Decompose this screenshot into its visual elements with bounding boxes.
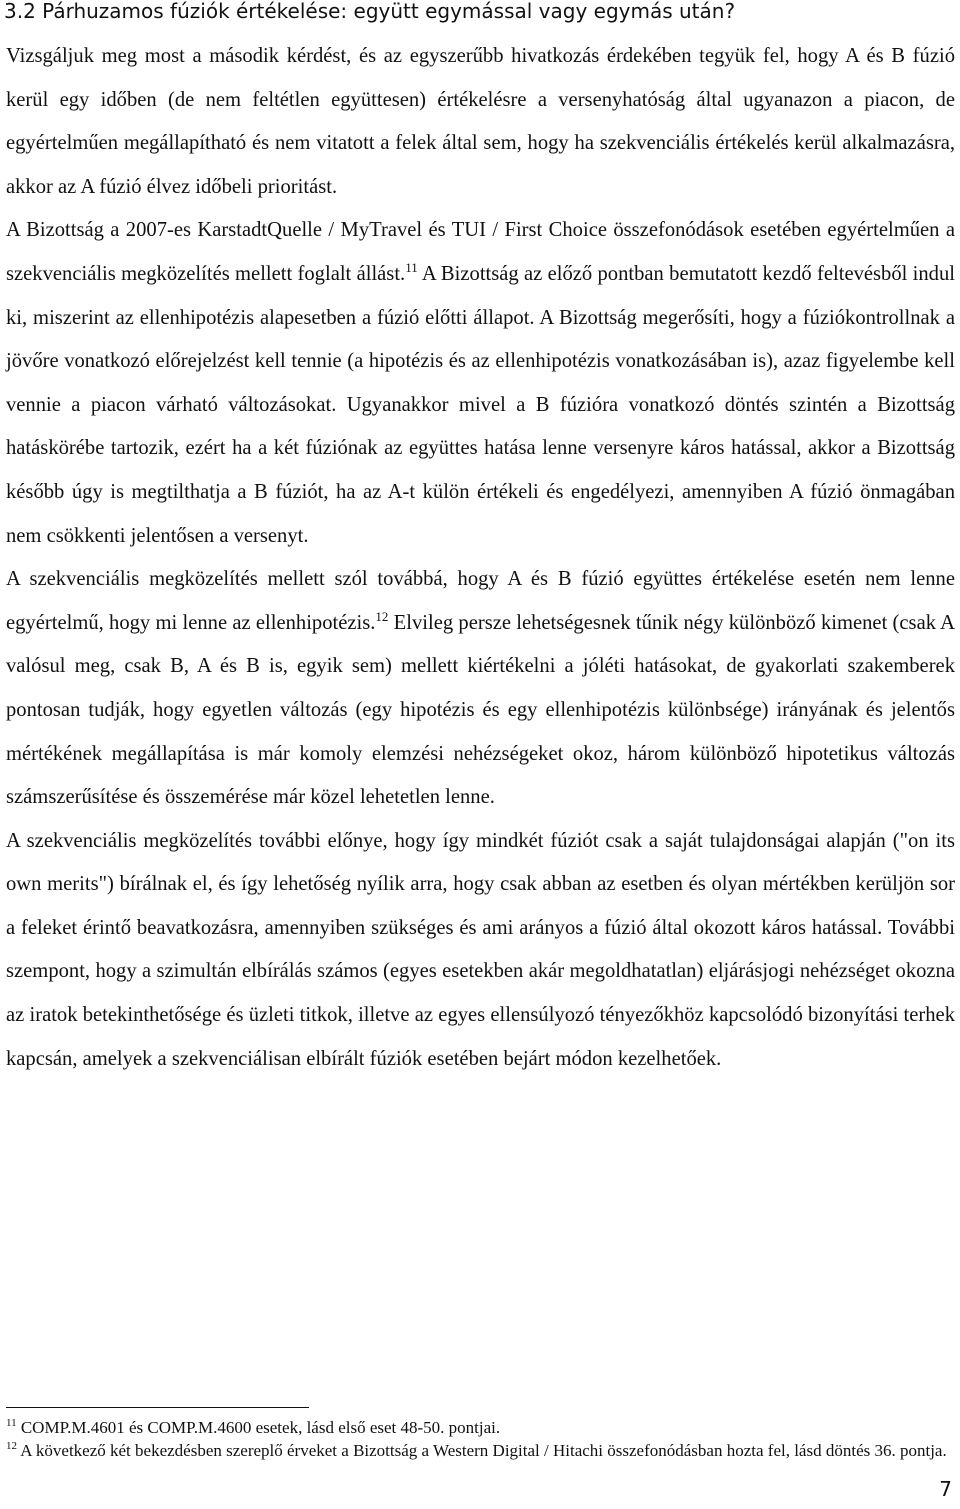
paragraph-3-part-2: Elvileg persze lehetségesnek tűnik négy különböző kimenet (csak A valósul meg, csak B, A és B is, egyik sem) mellett kiértékelni a jóléti hatásokat, de gyakorlati szakemberek pontosan tudják, hogy egyetlen változás (egy hipotézis és egy ellenhipotézis különbsége) irányának és jelentős mértékének megállapítása is már komoly elemzési nehézségeket okoz, három különböző hipotetikus változás számszerűsítése és összemérése már közel lehetetlen lenne.: [6, 611, 955, 809]
paragraph-3: [6, 558, 955, 820]
paragraph-2-part-1: A Bizottság a 2007-es KarstadtQuelle / MyTravel és TUI / First Choice összefonódások esetében egyértelműen a szekvenciális megközelítés mellett foglalt állást.: [6, 219, 955, 285]
footnote-number: 12: [6, 1440, 17, 1452]
footnote-ref-12[interactable]: 12: [375, 608, 389, 624]
footnote-separator: [6, 1407, 309, 1408]
page-number: 7: [939, 1477, 952, 1501]
paragraph-2: [6, 209, 955, 558]
footnote-text: COMP.M.4601 és COMP.M.4600 esetek, lásd első eset 48-50. pontjai.: [16, 1418, 501, 1437]
section-heading: 3.2 Párhuzamos fúziók értékelése: együtt egymással vagy egymás után?: [4, 0, 736, 23]
footnote-ref-11[interactable]: 11: [405, 259, 418, 275]
paragraph-4: A szekvenciális megközelítés további előnye, hogy így mindkét fúziót csak a saját tulajdonságai alapján ("on its own merits") bírálnak el, és így lehetőség nyílik arra, hogy csak abban az esetben és olyan mértékben kerüljön sor a feleket érintő beavatkozásra, amennyiben szükséges és ami arányos a fúzió által okozott káros hatással. További szempont, hogy a szimultán elbírálás számos (egyes esetekben akár megoldhatatlan) eljárásjogi nehézséget okozna az iratok betekinthetősége és üzleti titkok, illetve az egyes ellensúlyozó tényezőkhöz kapcsolódó bizonyítási terhek kapcsán, amelyek a szekvenciálisan elbírált fúziók esetében bejárt módon kezelhetőek.: [6, 829, 955, 1070]
footnote-11: [6, 1416, 955, 1439]
footnote-number: 11: [6, 1417, 17, 1429]
paragraph-1: Vizsgáljuk meg most a második kérdést, és az egyszerűbb hivatkozás érdekében tegyük fel, hogy A és B fúzió kerül egy időben (de nem feltétlen együttesen) értékelésre a versenyhatóság által ugyanazon a piacon, de egyértelműen megállapítható és nem vitatott a felek által sem, hogy ha szekvenciális értékelés kerül alkalmazásra, akkor az A fúzió élvez időbeli prioritást.: [6, 45, 955, 198]
paragraph-3-part-1: A szekvenciális megközelítés mellett szól továbbá, hogy A és B fúzió együttes értékelése esetén nem lenne egyértelmű, hogy mi lenne az ellenhipotézis.: [6, 568, 955, 634]
footnotes: [6, 1416, 955, 1462]
body-text: [6, 35, 955, 1081]
paragraph-2-part-2: A Bizottság az előző pontban bemutatott kezdő feltevésből indul ki, miszerint az ellenhipotézis alapesetben a fúzió előtti állapot. A Bizottság megerősíti, hogy a fúziókontrollnak a jövőre vonatkozó előrejelzést kell tennie (a hipotézis és az ellenhipotézis vonatkozásában is), azaz figyelembe kell vennie a piacon várható változásokat. Ugyanakkor mivel a B fúzióra vonatkozó döntés szintén a Bizottság hatáskörébe tartozik, ezért ha a két fúziónak az együttes hatása lenne versenyre káros hatással, akkor a Bizottság később úgy is megtilthatja a B fúziót, ha az A-t külön értékeli és engedélyezi, amennyiben A fúzió önmagában nem csökkenti jelentősen a versenyt.: [6, 262, 955, 547]
footnote-12: [6, 1439, 955, 1462]
footnote-text: A következő két bekezdésben szereplő érveket a Bizottság a Western Digital / Hitachi összefonódásban hozta fel, lásd döntés 36. pontja.: [17, 1441, 947, 1460]
